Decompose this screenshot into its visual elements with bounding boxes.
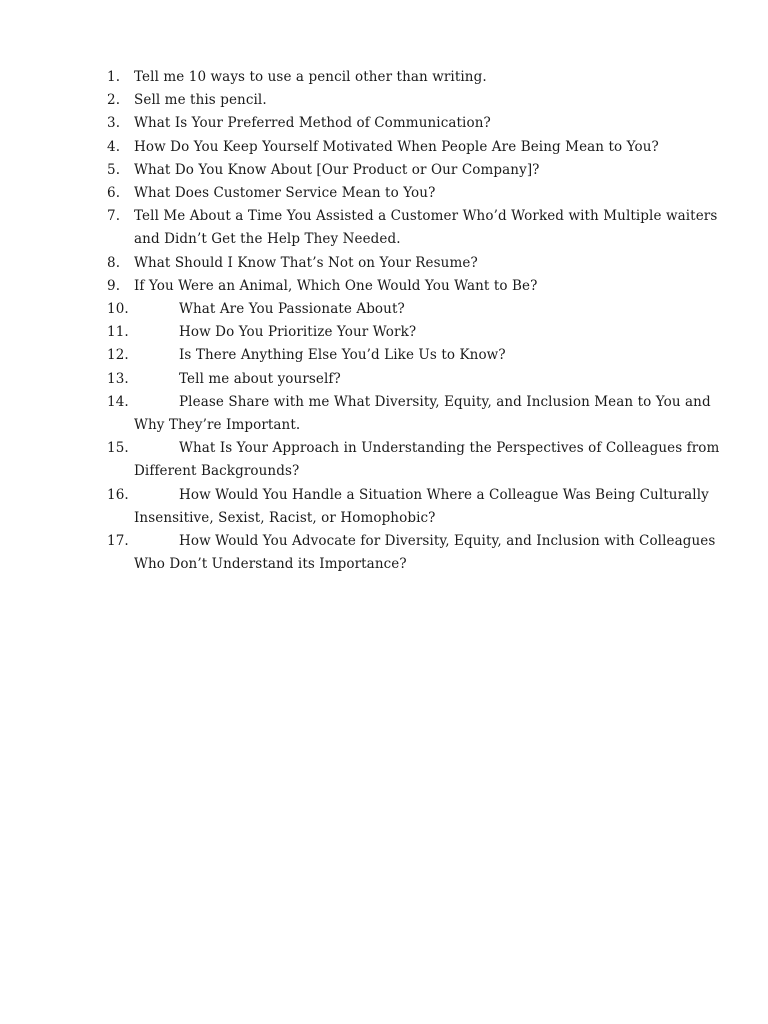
item-number: 3. [107, 115, 121, 132]
item-number: 6. [107, 185, 121, 202]
item-number: 2. [107, 92, 121, 109]
item-text: Tell me 10 ways to use a pencil other than writing. [134, 69, 487, 85]
item-text: How Would You Handle a Situation Where a Colleague Was Being Culturally Insensitive, Sexist, Racist, or Homophobic? [134, 486, 709, 526]
item-text: What Is Your Preferred Method of Communication? [134, 115, 491, 132]
list-item [107, 159, 727, 182]
list-item [107, 252, 727, 275]
item-text: How Would You Advocate for Diversity, Equity, and Inclusion with Colleagues Who Don’t Understand its Importance? [134, 533, 716, 573]
item-number: 14. [107, 393, 129, 410]
list-item [107, 89, 727, 112]
item-number: 8. [107, 254, 121, 271]
list-item [107, 437, 727, 483]
item-number: 15. [107, 440, 129, 457]
list-item [107, 344, 727, 367]
item-number: 13. [107, 370, 129, 387]
item-text: Sell me this pencil. [134, 92, 267, 109]
list-item [107, 136, 727, 159]
item-text: Please Share with me What Diversity, Equity, and Inclusion Mean to You and Why They’re Important. [134, 393, 711, 434]
question-list [107, 66, 727, 576]
list-item [107, 298, 727, 321]
item-number: 4. [107, 138, 121, 155]
list-item [107, 321, 727, 344]
item-text: What Should I Know That’s Not on Your Resume? [134, 254, 478, 271]
list-item [107, 205, 727, 251]
list-item [107, 275, 727, 298]
item-number: 5. [107, 161, 121, 178]
item-text: If You Were an Animal, Which One Would You Want to Be? [134, 277, 538, 294]
item-text: What Do You Know About [Our Product or Our Company]? [134, 161, 540, 178]
item-text: Tell me about yourself? [179, 370, 341, 387]
item-text: How Do You Keep Yourself Motivated When People Are Being Mean to You? [134, 138, 659, 155]
item-number: 11. [107, 324, 129, 341]
list-item [107, 484, 727, 530]
list-item [107, 112, 727, 135]
item-text: Tell Me About a Time You Assisted a Customer Who’d Worked with Multiple waiters and Didn’t Get the Help They Needed. [134, 208, 718, 248]
item-text: Is There Anything Else You’d Like Us to Know? [179, 347, 506, 364]
item-number: 1. [107, 69, 121, 85]
list-item [107, 66, 727, 89]
item-number: 16. [107, 486, 129, 503]
list-item [107, 530, 727, 576]
list-item [107, 182, 727, 205]
list-item [107, 391, 727, 437]
item-text: What Does Customer Service Mean to You? [134, 185, 436, 202]
item-number: 10. [107, 301, 129, 318]
item-number: 9. [107, 277, 121, 294]
item-number: 17. [107, 533, 129, 550]
item-number: 12. [107, 347, 129, 364]
item-number: 7. [107, 208, 121, 225]
list-item [107, 368, 727, 391]
item-text: What Are You Passionate About? [179, 301, 405, 318]
item-text: What Is Your Approach in Understanding the Perspectives of Colleagues from Different Backgrounds? [134, 440, 720, 480]
item-text: How Do You Prioritize Your Work? [179, 324, 417, 341]
